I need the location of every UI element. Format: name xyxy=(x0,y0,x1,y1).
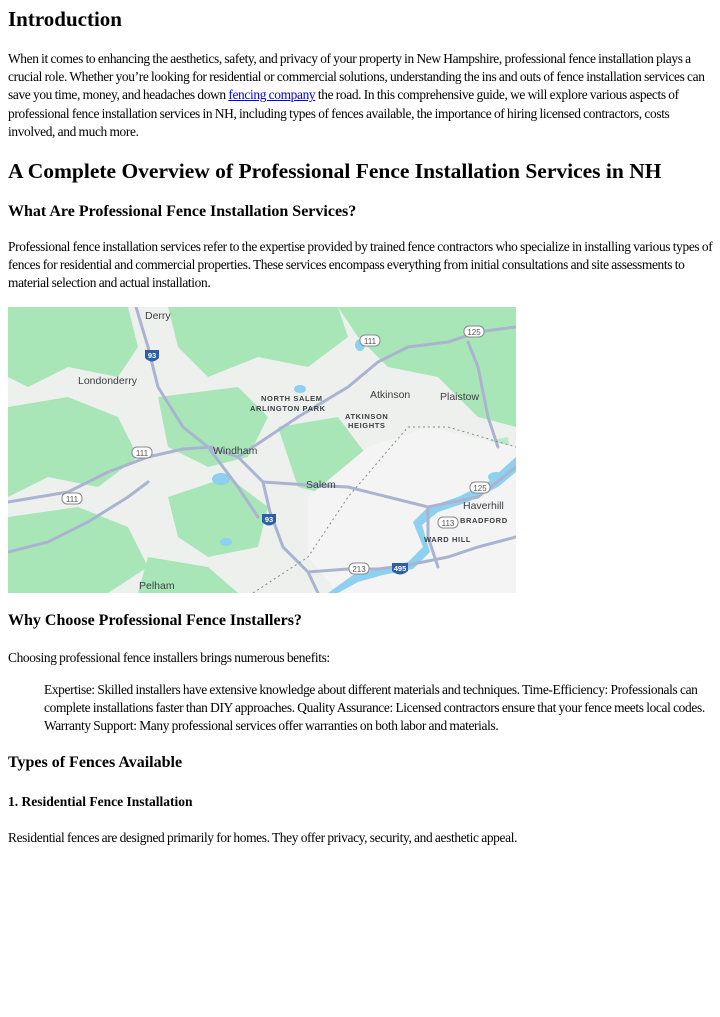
what-are-services-paragraph: Professional fence installation services refer to the expertise provided by trained fence contractors who specialize in installing various types of fences for residential and commercial properties. These services encompass everything from initial consultations and site assessments to material selection and actual installation. xyxy=(8,239,713,291)
route-495-shield xyxy=(392,563,408,575)
place-label-atkinson-heights-line2: HEIGHTS xyxy=(348,421,386,430)
overview-heading: A Complete Overview of Professional Fence Installation Services in NH xyxy=(8,159,662,183)
intro-text-before-link: When it comes to enhancing the aesthetics, safety, and privacy of your property in New Hampshire, professional fence installation plays a crucial role. Whether you’re looking for residential or commercial solutions, understanding the ins and outs of fence installation services can save you time, money, and headaches down xyxy=(8,51,705,103)
place-label-londonderry: Londonderry xyxy=(78,375,137,387)
intro-heading: Introduction xyxy=(8,7,122,31)
place-label-atkinson: Atkinson xyxy=(370,389,411,401)
area-map-image xyxy=(8,307,516,593)
route-111-shield-a xyxy=(360,335,380,346)
place-label-north-salem: NORTH SALEM xyxy=(261,394,323,403)
svg-text:495: 495 xyxy=(393,564,407,573)
residential-paragraph: Residential fences are designed primarily for homes. They offer privacy, security, and aesthetic appeal. xyxy=(8,830,518,845)
svg-text:113: 113 xyxy=(441,519,455,528)
benefits-blockquote: Expertise: Skilled installers have extensive knowledge about different materials and techniques. Time-Efficiency: Professionals can complete installations faster than DIY approaches. Quality Assurance: Licensed contractors ensure that your fence meets local codes. Warranty Support: Many professional services offer warranties on both labor and materials. xyxy=(44,682,705,734)
residential-heading: 1. Residential Fence Installation xyxy=(8,794,193,809)
route-125-shield-b xyxy=(470,482,490,493)
place-label-atkinson-heights-line1: ATKINSON xyxy=(345,412,389,421)
intro-paragraph xyxy=(8,50,714,141)
intro-text-after-link: the road. In this comprehensive guide, we will explore various aspects of professional fence installation services in NH, including types of fences available, the importance of hiring licensed contractors, costs involved, and much more. xyxy=(8,87,679,139)
fencing-company-link[interactable]: fencing company xyxy=(228,87,316,103)
place-label-salem: Salem xyxy=(306,479,336,491)
svg-text:111: 111 xyxy=(65,495,79,504)
what-are-services-heading: What Are Professional Fence Installation Services? xyxy=(8,203,357,220)
place-label-bradford: BRADFORD xyxy=(460,516,508,525)
route-125-shield-top xyxy=(464,326,484,337)
svg-text:93: 93 xyxy=(264,515,274,524)
place-label-ward-hill: WARD HILL xyxy=(424,535,472,544)
place-label-haverhill: Haverhill xyxy=(463,500,504,512)
route-111-shield-c xyxy=(62,493,82,504)
why-choose-heading: Why Choose Professional Fence Installers? xyxy=(8,612,302,629)
svg-text:111: 111 xyxy=(363,337,377,346)
place-label-plaistow: Plaistow xyxy=(440,391,480,403)
route-213-shield xyxy=(349,563,369,574)
types-of-fences-heading: Types of Fences Available xyxy=(8,754,183,771)
route-93-shield-top xyxy=(145,350,159,362)
place-label-derry: Derry xyxy=(145,310,171,322)
route-93-shield-bottom xyxy=(262,514,276,526)
svg-text:93: 93 xyxy=(147,351,157,360)
why-choose-paragraph: Choosing professional fence installers brings numerous benefits: xyxy=(8,650,330,665)
route-111-shield-b xyxy=(132,447,152,458)
svg-text:213: 213 xyxy=(352,565,366,574)
place-label-arlington-park: ARLINGTON PARK xyxy=(250,404,326,413)
svg-text:125: 125 xyxy=(467,328,481,337)
svg-text:125: 125 xyxy=(473,484,487,493)
route-113-shield xyxy=(438,517,458,528)
place-label-pelham: Pelham xyxy=(139,580,175,592)
place-label-windham: Windham xyxy=(213,445,258,457)
svg-text:111: 111 xyxy=(135,449,149,458)
